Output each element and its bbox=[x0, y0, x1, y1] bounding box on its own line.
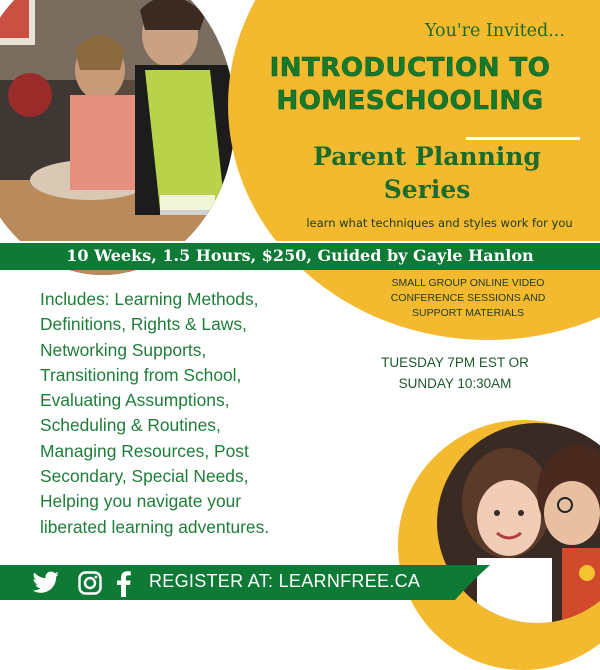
includes-line: Transitioning from School, bbox=[40, 364, 242, 385]
schedule-line-2: SUNDAY 10:30AM bbox=[398, 376, 512, 391]
page-title bbox=[230, 52, 590, 118]
cooking-photo bbox=[0, 0, 235, 275]
includes-line: Secondary, Special Needs, bbox=[40, 466, 249, 487]
register-link[interactable]: REGISTER AT: LEARNFREE.CA bbox=[149, 571, 421, 591]
schedule-text bbox=[355, 352, 555, 394]
invite-text: You're Invited... bbox=[425, 21, 565, 41]
includes-line: Evaluating Assumptions, bbox=[40, 390, 230, 411]
title-line-1: INTRODUCTION TO bbox=[269, 53, 551, 83]
includes-line: Networking Supports, bbox=[40, 339, 207, 360]
series-title bbox=[282, 140, 572, 206]
banner-text: 10 Weeks, 1.5 Hours, $250, Guided by Gayle Hanlon bbox=[66, 246, 534, 265]
info-banner bbox=[0, 241, 600, 270]
includes-line: Definitions, Rights & Laws, bbox=[40, 314, 247, 335]
schedule-line-1: TUESDAY 7PM EST OR bbox=[381, 355, 529, 370]
session-format-line-1: SMALL GROUP ONLINE VIDEO bbox=[391, 277, 545, 289]
twitter-icon[interactable] bbox=[30, 571, 60, 600]
instagram-icon[interactable] bbox=[78, 571, 102, 600]
footer-bar bbox=[0, 565, 600, 600]
series-line-2: Series bbox=[383, 175, 471, 204]
includes-line: Managing Resources, Post bbox=[40, 440, 249, 461]
series-line-1: Parent Planning bbox=[313, 142, 541, 171]
includes-list bbox=[40, 287, 340, 540]
session-format-text bbox=[338, 276, 598, 321]
session-format-line-2: CONFERENCE SESSIONS AND bbox=[390, 292, 546, 304]
includes-line: Scheduling & Routines, bbox=[40, 415, 221, 436]
includes-line: Includes: Learning Methods, bbox=[40, 289, 259, 309]
facebook-icon[interactable] bbox=[117, 571, 131, 602]
includes-line: liberated learning adventures. bbox=[40, 516, 270, 537]
session-format-line-3: SUPPORT MATERIALS bbox=[411, 307, 525, 319]
includes-line: Helping you navigate your bbox=[40, 491, 242, 512]
tagline: learn what techniques and styles work for you bbox=[306, 216, 573, 230]
title-line-2: HOMESCHOOLING bbox=[276, 86, 544, 116]
